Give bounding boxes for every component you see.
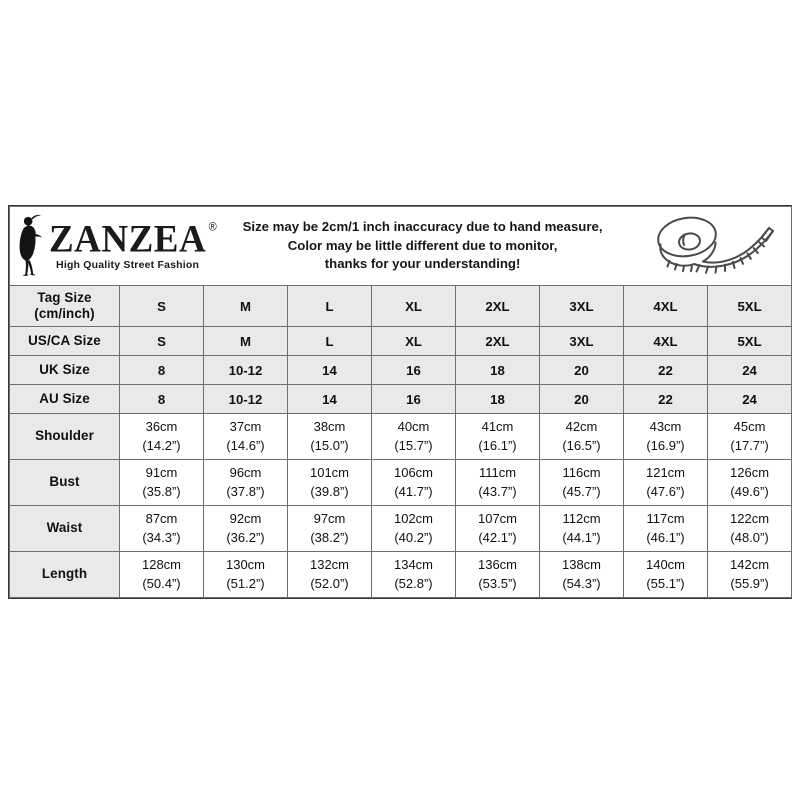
value-cm: 37cm — [229, 418, 262, 434]
disclaimer-line-1: Size may be 2cm/1 inch inaccuracy due to hand measure, — [242, 218, 603, 234]
row-label-bust: Bust — [10, 460, 120, 506]
cell-length-5 — [456, 552, 540, 598]
value-inch: (48.0”) — [730, 529, 769, 545]
value-cm: 121cm — [645, 464, 686, 480]
cell-us-ca-4: XL — [372, 327, 456, 356]
brand-logo — [14, 212, 218, 281]
value-inch: (37.8”) — [226, 483, 265, 499]
cell-shoulder-2 — [204, 414, 288, 460]
value-inch: (14.6”) — [226, 437, 265, 453]
value-cm: 126cm — [730, 464, 770, 480]
cell-au-3: 14 — [288, 385, 372, 414]
chart-banner-row — [10, 207, 792, 286]
value-cm: 111cm — [478, 464, 517, 480]
value-cm: 136cm — [477, 556, 518, 572]
value-cm: 45cm — [733, 418, 766, 434]
cell-au-1: 8 — [120, 385, 204, 414]
value-cm: 40cm — [397, 418, 430, 434]
value-inch: (45.7”) — [562, 483, 601, 499]
cell-au-4: 16 — [372, 385, 456, 414]
cell-au-5: 18 — [456, 385, 540, 414]
cell-us-ca-8: 5XL — [708, 327, 792, 356]
cell-shoulder-8 — [708, 414, 792, 460]
size-chart-table — [9, 206, 792, 598]
row-label-line-2: (cm/inch) — [34, 306, 95, 321]
table-row-us-ca-size — [10, 327, 792, 356]
value-cm: 112cm — [562, 510, 601, 526]
cell-length-1 — [120, 552, 204, 598]
value-inch: (15.0”) — [310, 437, 349, 453]
value-cm: 106cm — [393, 464, 434, 480]
value-cm: 97cm — [313, 510, 346, 526]
row-label-length: Length — [10, 552, 120, 598]
measuring-tape-icon — [645, 213, 785, 279]
value-cm: 43cm — [649, 418, 682, 434]
value-inch: (36.2”) — [226, 529, 265, 545]
value-inch: (41.7”) — [394, 483, 433, 499]
value-inch: (16.5”) — [562, 437, 601, 453]
cell-uk-6: 20 — [540, 356, 624, 385]
woman-silhouette-icon — [14, 214, 48, 281]
cell-shoulder-3 — [288, 414, 372, 460]
value-inch: (47.6”) — [646, 483, 685, 499]
row-label-shoulder: Shoulder — [10, 414, 120, 460]
value-cm: 117cm — [646, 510, 685, 526]
row-label-line-1: Tag Size — [37, 289, 92, 305]
row-label-tag-size — [10, 286, 120, 327]
cell-us-ca-1: S — [120, 327, 204, 356]
cell-bust-5 — [456, 460, 540, 506]
value-cm: 140cm — [645, 556, 686, 572]
value-inch: (17.7”) — [730, 437, 769, 453]
cell-shoulder-5 — [456, 414, 540, 460]
value-inch: (43.7”) — [478, 483, 517, 499]
cell-length-8 — [708, 552, 792, 598]
cell-shoulder-6 — [540, 414, 624, 460]
disclaimer-line-2: Color may be little different due to monitor, — [287, 237, 558, 253]
cell-shoulder-1 — [120, 414, 204, 460]
value-cm: 116cm — [562, 464, 601, 480]
value-inch: (34.3”) — [142, 529, 181, 545]
cell-uk-5: 18 — [456, 356, 540, 385]
value-inch: (55.9”) — [730, 575, 769, 591]
value-inch: (46.1”) — [646, 529, 685, 545]
value-cm: 142cm — [730, 556, 770, 572]
cell-bust-7 — [624, 460, 708, 506]
value-cm: 128cm — [141, 556, 182, 572]
cell-waist-8 — [708, 506, 792, 552]
cell-uk-1: 8 — [120, 356, 204, 385]
value-inch: (40.2”) — [394, 529, 433, 545]
value-cm: 91cm — [145, 464, 178, 480]
value-cm: 36cm — [145, 418, 178, 434]
value-cm: 101cm — [309, 464, 350, 480]
cell-tag-size-8: 5XL — [708, 286, 792, 327]
cell-bust-1 — [120, 460, 204, 506]
row-label-au-size: AU Size — [10, 385, 120, 414]
cell-uk-3: 14 — [288, 356, 372, 385]
size-chart-container — [8, 205, 792, 599]
value-inch: (51.2”) — [226, 575, 265, 591]
value-cm: 134cm — [393, 556, 434, 572]
value-cm: 132cm — [309, 556, 350, 572]
value-cm: 96cm — [229, 464, 262, 480]
cell-length-4 — [372, 552, 456, 598]
cell-tag-size-4: XL — [372, 286, 456, 327]
table-row-bust — [10, 460, 792, 506]
table-row-au-size — [10, 385, 792, 414]
table-row-length — [10, 552, 792, 598]
value-inch: (39.8”) — [310, 483, 349, 499]
cell-tag-size-1: S — [120, 286, 204, 327]
cell-shoulder-4 — [372, 414, 456, 460]
cell-au-6: 20 — [540, 385, 624, 414]
row-label-us-ca-size: US/CA Size — [10, 327, 120, 356]
value-inch: (49.6”) — [730, 483, 769, 499]
cell-au-8: 24 — [708, 385, 792, 414]
row-label-uk-size: UK Size — [10, 356, 120, 385]
value-inch: (35.8”) — [142, 483, 181, 499]
brand-name: ZANZEA ® — [49, 217, 218, 261]
value-inch: (54.3”) — [562, 575, 601, 591]
value-cm: 41cm — [481, 418, 514, 434]
cell-us-ca-7: 4XL — [624, 327, 708, 356]
value-inch: (14.2”) — [142, 437, 181, 453]
cell-au-7: 22 — [624, 385, 708, 414]
cell-tag-size-3: L — [288, 286, 372, 327]
value-inch: (52.0”) — [310, 575, 349, 591]
value-cm: 130cm — [225, 556, 266, 572]
cell-us-ca-5: 2XL — [456, 327, 540, 356]
cell-length-2 — [204, 552, 288, 598]
value-cm: 92cm — [229, 510, 262, 526]
cell-bust-4 — [372, 460, 456, 506]
cell-tag-size-5: 2XL — [456, 286, 540, 327]
cell-waist-1 — [120, 506, 204, 552]
chart-banner-cell — [10, 207, 792, 286]
cell-us-ca-3: L — [288, 327, 372, 356]
cell-length-3 — [288, 552, 372, 598]
cell-tag-size-6: 3XL — [540, 286, 624, 327]
cell-tag-size-2: M — [204, 286, 288, 327]
cell-length-6 — [540, 552, 624, 598]
cell-shoulder-7 — [624, 414, 708, 460]
value-cm: 38cm — [313, 418, 346, 434]
value-inch: (50.4”) — [142, 575, 181, 591]
value-inch: (44.1”) — [562, 529, 601, 545]
cell-bust-8 — [708, 460, 792, 506]
value-inch: (15.7”) — [394, 437, 433, 453]
cell-bust-6 — [540, 460, 624, 506]
cell-bust-2 — [204, 460, 288, 506]
value-inch: (55.1”) — [646, 575, 685, 591]
measurement-disclaimer — [200, 218, 645, 274]
value-cm: 42cm — [565, 418, 598, 434]
cell-length-7 — [624, 552, 708, 598]
cell-waist-4 — [372, 506, 456, 552]
cell-us-ca-2: M — [204, 327, 288, 356]
cell-waist-7 — [624, 506, 708, 552]
cell-bust-3 — [288, 460, 372, 506]
value-inch: (38.2”) — [310, 529, 349, 545]
cell-waist-5 — [456, 506, 540, 552]
table-row-uk-size — [10, 356, 792, 385]
cell-waist-2 — [204, 506, 288, 552]
cell-uk-4: 16 — [372, 356, 456, 385]
cell-waist-3 — [288, 506, 372, 552]
value-cm: 138cm — [561, 556, 602, 572]
row-label-waist: Waist — [10, 506, 120, 552]
value-inch: (52.8”) — [394, 575, 433, 591]
table-row-tag-size — [10, 286, 792, 327]
value-cm: 87cm — [145, 510, 178, 526]
brand-tagline: High Quality Street Fashion — [56, 258, 200, 271]
cell-uk-2: 10-12 — [204, 356, 288, 385]
value-cm: 122cm — [730, 510, 770, 526]
value-inch: (42.1”) — [478, 529, 517, 545]
cell-waist-6 — [540, 506, 624, 552]
cell-uk-7: 22 — [624, 356, 708, 385]
value-inch: (16.1”) — [478, 437, 517, 453]
table-row-shoulder — [10, 414, 792, 460]
value-cm: 107cm — [477, 510, 518, 526]
value-inch: (16.9”) — [646, 437, 685, 453]
registered-trademark-icon: ® — [208, 221, 218, 234]
cell-au-2: 10-12 — [204, 385, 288, 414]
table-row-waist — [10, 506, 792, 552]
value-cm: 102cm — [393, 510, 434, 526]
disclaimer-line-3: thanks for your understanding! — [324, 256, 521, 272]
value-inch: (53.5”) — [478, 575, 517, 591]
cell-tag-size-7: 4XL — [624, 286, 708, 327]
cell-us-ca-6: 3XL — [540, 327, 624, 356]
cell-uk-8: 24 — [708, 356, 792, 385]
